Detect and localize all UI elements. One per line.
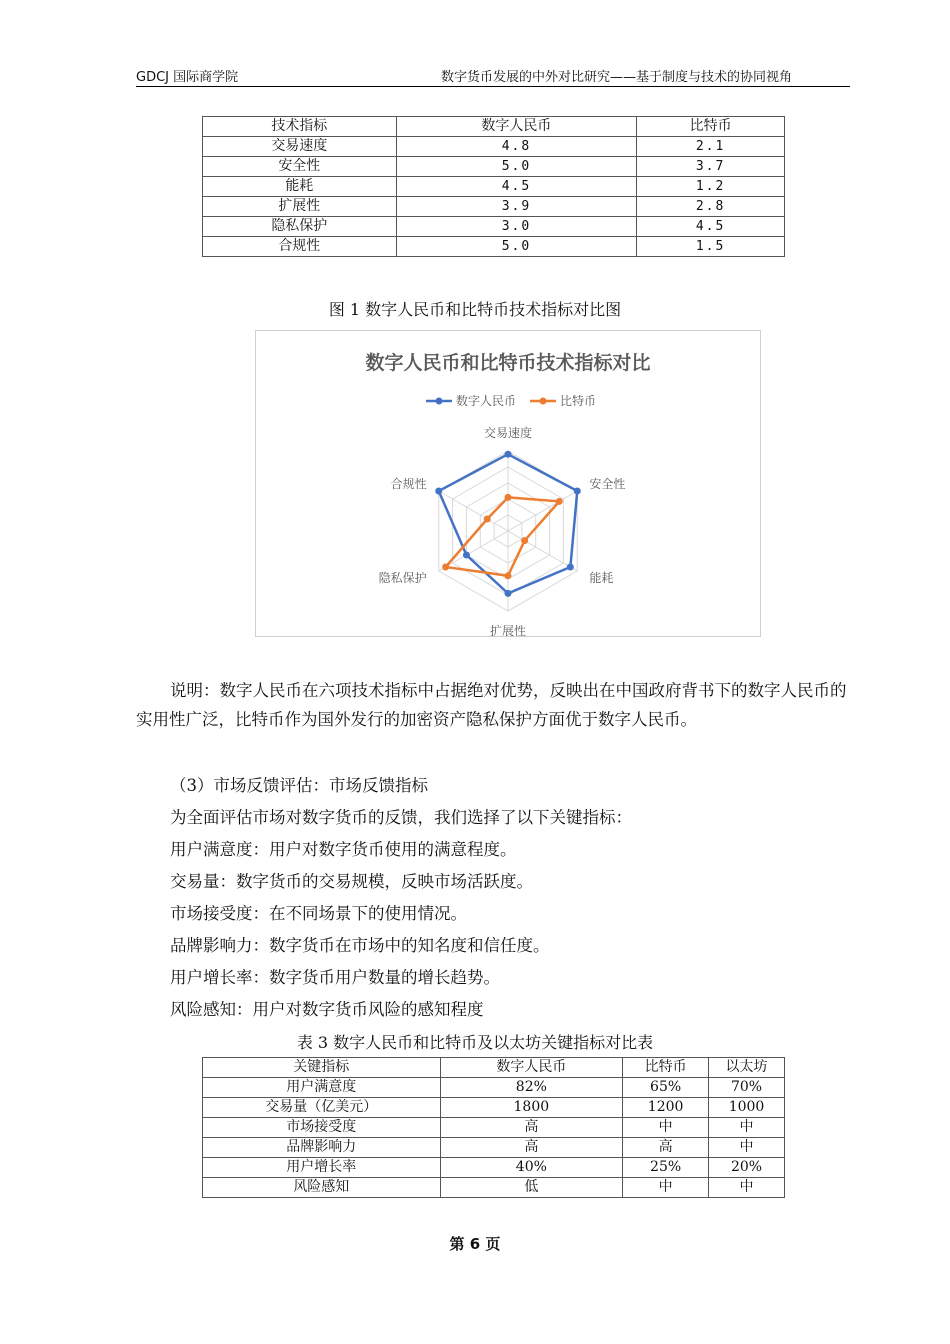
table-header-cell: 比特币 <box>637 117 785 137</box>
radar-axis-label: 交易速度 <box>483 426 533 440</box>
table-row <box>203 237 785 257</box>
table-cell: 25% <box>623 1158 709 1178</box>
table-cell: 2.1 <box>637 137 785 157</box>
radar-chart <box>256 331 760 636</box>
radar-point <box>521 537 528 544</box>
table-header-cell: 以太坊 <box>709 1058 785 1078</box>
radar-point <box>556 498 563 505</box>
table-cell: 40% <box>440 1158 623 1178</box>
table-row <box>203 1118 785 1138</box>
table-cell: 品牌影响力 <box>203 1138 441 1158</box>
list-item: 风险感知：用户对数字货币风险的感知程度 <box>170 1000 484 1019</box>
table-header-cell: 比特币 <box>623 1058 709 1078</box>
radar-point <box>505 494 512 501</box>
table-cell: 低 <box>440 1178 623 1198</box>
radar-point <box>435 488 442 495</box>
table-row <box>203 197 785 217</box>
figure-caption: 图 1 数字人民币和比特币技术指标对比图 <box>328 300 622 319</box>
table-cell: 3.7 <box>637 157 785 177</box>
list-item: 市场接受度：在不同场景下的使用情况。 <box>170 904 467 923</box>
table-header-row <box>203 1058 785 1078</box>
table-cell: 中 <box>709 1118 785 1138</box>
table-cell: 高 <box>623 1138 709 1158</box>
table-cell: 70% <box>709 1078 785 1098</box>
radar-point <box>442 564 449 571</box>
radar-spoke <box>439 491 508 531</box>
table-header-cell: 技术指标 <box>203 117 397 137</box>
radar-chart-frame <box>255 330 761 637</box>
radar-point <box>505 572 512 579</box>
table-cell: 1000 <box>709 1098 785 1118</box>
table-cell: 安全性 <box>203 157 397 177</box>
table-cell: 交易量（亿美元） <box>203 1098 441 1118</box>
table-row <box>203 1158 785 1178</box>
table-cell: 高 <box>440 1118 623 1138</box>
table-row <box>203 1178 785 1198</box>
table-cell: 4.5 <box>396 177 637 197</box>
radar-point <box>505 451 512 458</box>
radar-grid <box>439 451 578 611</box>
tech-indicator-table <box>202 116 785 257</box>
table-cell: 65% <box>623 1078 709 1098</box>
table-cell: 1.2 <box>637 177 785 197</box>
list-item: 品牌影响力：数字货币在市场中的知名度和信任度。 <box>170 936 550 955</box>
radar-point <box>505 590 512 597</box>
radar-point <box>567 564 574 571</box>
chart-title: 数字人民币和比特币技术指标对比 <box>365 352 651 374</box>
table-cell: 用户增长率 <box>203 1158 441 1178</box>
page-number: 第 6 页 <box>449 1235 501 1253</box>
radar-point <box>463 552 470 559</box>
radar-point <box>574 488 581 495</box>
table-header-cell: 关键指标 <box>203 1058 441 1078</box>
table-cell: 20% <box>709 1158 785 1178</box>
header-right: 数字货币发展的中外对比研究——基于制度与技术的协同视角 <box>440 70 792 85</box>
page-header <box>136 66 850 87</box>
table-cell: 高 <box>440 1138 623 1158</box>
table-cell: 82% <box>440 1078 623 1098</box>
table-cell: 能耗 <box>203 177 397 197</box>
table-cell: 市场接受度 <box>203 1118 441 1138</box>
table-cell: 1800 <box>440 1098 623 1118</box>
radar-axis-label: 合规性 <box>390 477 427 491</box>
table-cell: 扩展性 <box>203 197 397 217</box>
section-heading: （3）市场反馈评估：市场反馈指标 <box>170 776 428 795</box>
radar-series-line <box>446 497 560 575</box>
table-cell: 4.5 <box>637 217 785 237</box>
radar-point <box>484 516 491 523</box>
radar-axis-label: 扩展性 <box>489 624 527 636</box>
radar-spoke <box>439 531 508 571</box>
table-cell: 合规性 <box>203 237 397 257</box>
table-cell: 中 <box>623 1178 709 1198</box>
table-cell: 5.0 <box>396 157 637 177</box>
table-cell: 用户满意度 <box>203 1078 441 1098</box>
legend-label: 数字人民币 <box>456 394 517 408</box>
table-cell: 2.8 <box>637 197 785 217</box>
table-cell: 交易速度 <box>203 137 397 157</box>
table-header-row <box>203 117 785 137</box>
table-row <box>203 1078 785 1098</box>
list-item: 交易量：数字货币的交易规模，反映市场活跃度。 <box>170 872 533 891</box>
list-item: 用户增长率：数字货币用户数量的增长趋势。 <box>170 968 500 987</box>
table-cell: 中 <box>623 1118 709 1138</box>
table-cell: 隐私保护 <box>203 217 397 237</box>
header-left: GDCJ 国际商学院 <box>136 70 239 85</box>
table-row <box>203 137 785 157</box>
radar-axis-label: 能耗 <box>589 571 614 585</box>
intro-line: 为全面评估市场对数字货币的反馈，我们选择了以下关键指标： <box>170 808 632 827</box>
table-header-cell: 数字人民币 <box>440 1058 623 1078</box>
radar-axis-label: 隐私保护 <box>378 571 427 585</box>
table-cell: 3.9 <box>396 197 637 217</box>
table-cell: 1200 <box>623 1098 709 1118</box>
table-cell: 5.0 <box>396 237 637 257</box>
table-header-cell: 数字人民币 <box>396 117 637 137</box>
table3-caption: 表 3 数字人民币和比特币及以太坊关键指标对比表 <box>296 1033 654 1052</box>
chart-legend <box>426 393 596 408</box>
radar-axis-label: 安全性 <box>589 477 626 491</box>
table-cell: 1.5 <box>637 237 785 257</box>
table-cell: 3.0 <box>396 217 637 237</box>
table-row <box>203 1138 785 1158</box>
table-cell: 中 <box>709 1138 785 1158</box>
list-item: 用户满意度：用户对数字货币使用的满意程度。 <box>170 840 517 859</box>
table-row <box>203 1098 785 1118</box>
table-cell: 中 <box>709 1178 785 1198</box>
market-indicator-table <box>202 1057 785 1198</box>
table-row <box>203 217 785 237</box>
table-row <box>203 157 785 177</box>
table-cell: 风险感知 <box>203 1178 441 1198</box>
table-row <box>203 177 785 197</box>
explanation-paragraph: 说明：数字人民币在六项技术指标中占据绝对优势，反映出在中国政府背书下的数字人民币的实用性广泛，比特币作为国外发行的加密资产隐私保护方面优于数字人民币。 <box>136 681 847 729</box>
table-cell: 4.8 <box>396 137 637 157</box>
legend-label: 比特币 <box>560 394 597 408</box>
